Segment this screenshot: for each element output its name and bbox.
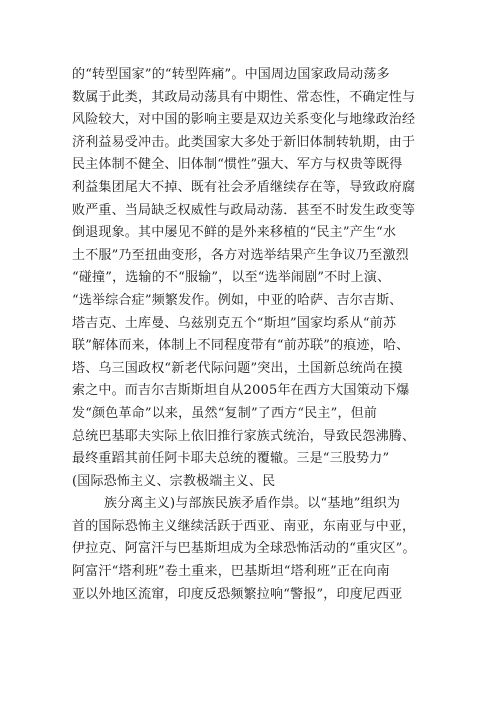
text-line: 利益集团尾大不掉、既有社会矛盾继续存在等，导致政府腐 <box>72 179 416 195</box>
text-line: 联”解体而来，体制上不同程度带有“前苏联”的痕迹，哈、 <box>72 338 410 354</box>
text-line: 倒退现象。其中屡见不鲜的是外来移植的“民主”产生“水 <box>72 225 397 241</box>
text-line: 数属于此类，其政局动荡具有中期性、常态性，不确定性与 <box>72 89 416 105</box>
text-line: 塔吉克、土库曼、乌兹别克五个“斯坦”国家均系从“前苏 <box>72 315 397 331</box>
text-line: (国际恐怖主义、宗教极端主义、民 <box>72 473 276 489</box>
text-line: 败严重、当局缺乏权威性与政局动荡．甚至不时发生政变等 <box>72 202 416 218</box>
text-line: 的“转型国家”的“转型阵痛”。中国周边国家政局动荡多 <box>72 67 390 82</box>
text-line: 族分离主义)与部族民族矛盾作祟。以“基地”组织为 <box>104 496 401 512</box>
text-line: 土不服”乃至扭曲变形，各方对选举结果产生争议乃至激烈 <box>72 247 409 263</box>
text-line: 阿富汗“塔利班”卷土重来，巴基斯坦“塔利班”正在向南 <box>72 564 390 580</box>
text-line: 最终重蹈其前任阿卡耶夫总统的覆辙。三是“三股势力” <box>72 451 390 467</box>
text-line: 伊拉克、阿富汗与巴基斯坦成为全球恐怖活动的“重灾区”。 <box>72 541 416 557</box>
text-line: 民主体制不健全、旧体制“惯性”强大、军方与权贵等既得 <box>72 157 403 173</box>
text-line: 发“颜色革命”以来，虽然“复制”了西方“民主”，但前 <box>72 405 378 421</box>
text-line: 首的国际恐怖主义继续活跃于西亚、南亚，东南亚与中亚， <box>72 518 416 534</box>
text-line: 风险较大，对中国的影响主要是双边关系变化与地缘政治经 <box>72 112 416 128</box>
text-line: 塔、乌三国政权“新老代际问题”突出，土国新总统尚在摸 <box>72 360 403 376</box>
text-line: “选举综合症”频繁发作。例如，中亚的哈萨、吉尔吉斯、 <box>72 292 403 308</box>
text-line: 索之中。而吉尔吉斯斯坦自从2005年在西方大国策动下爆 <box>72 383 410 399</box>
text-line: 济利益易受冲击。此类国家大多处于新旧体制转轨期，由于 <box>72 134 416 150</box>
text-line: 总统巴基耶夫实际上依旧推行家族式统治，导致民怨沸腾、 <box>72 428 416 444</box>
text-line: “碰撞”，选输的不“服输”，以至“选举闹剧”不时上演、 <box>72 270 391 286</box>
body-text <box>72 64 432 606</box>
text-line: 亚以外地区流窜，印度反恐频繁拉响“警报”，印度尼西亚 <box>72 586 403 602</box>
